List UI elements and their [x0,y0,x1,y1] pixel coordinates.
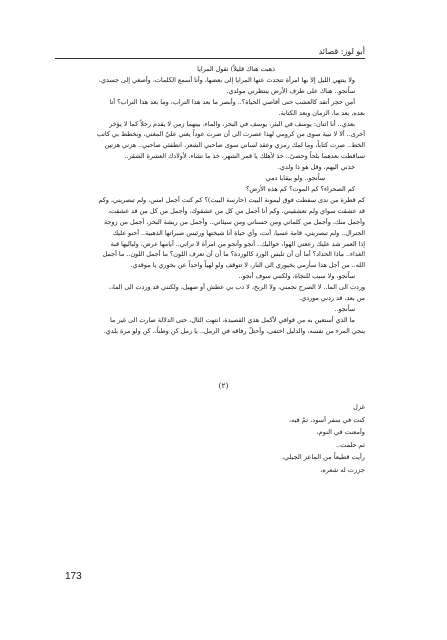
prose-line: الجنرال.. ولم تبصريني، قامة غسيا، أنت، وأي حياة أنا شيختها ورئيس صبراتها الذهبية.. أحنو عليك [112,228,365,237]
poem-title: غزل [353,403,365,411]
prose-line: ذهبت هناك قليلاً) تقول المرايا [197,65,275,73]
prose-line: ساًنجو.. هناك على طرف الأرض ينتظرني مولدي. [226,86,355,95]
prose-line: ساًنجو.. ولو بيقايا دمي [265,174,325,183]
poem-line: رأيت قطيعاً من الماعز الجبلي، [281,453,365,462]
poem-line: وأمعنت في النوم، [316,428,365,437]
poem-section [65,401,365,477]
prose-line: خذني اليهم، وقل هو ذا ولدي. [277,163,355,172]
prose-line: بعدي.. أنا اثنان: يوسف في البئر، يوسف في البحر، والماء، بينهما زمن لا يقدم رجلاً كما لا يؤخر [109,119,355,128]
poem-line: ثم حلمت.. [335,440,365,449]
prose-section [60,64,365,337]
prose-line: أمن حجر أتقد كالعشب حتى أقاصي الحياة؟.. وأبصر ما بعد هذا التراب، وما بعد هذا التراب؟ أنا [109,97,355,106]
prose-line: ساًنجو، ولا سبب للنجاة، ولكنني سوف أنجو.. [238,272,355,281]
poem-line: جززت له شعره، [320,465,365,474]
prose-line: الخط.. صرت كتاباً، وما لمك رمزي وعقد لساني سوى صاحبي الشعر، انطفئي صاحبي.. هزني هزتين [104,141,365,150]
page-number: 173 [65,571,82,582]
poem-line: كنت في سفر أسود، ثمّ فيه، [288,415,365,424]
prose-line: ولا ينتهي الليل إلا بها امرأة تتحدث عنها المرايا إلى بعضها، وأنا أسمع الكلمات، وأصغي إلى جسدي. [98,75,355,84]
prose-line: وأجمل منك، وأجمل من كلماتي ومن حسناتي ومن سيئاتي.. وأجمل من ريشة البحر، أجمل من زوجة [104,217,365,226]
prose-line: الله.. من أجل هذا سأرمي بخيوري الى النار، لا تتوقف ولو لهياً واحداً عن بخوري يا موقدي. [130,261,365,270]
prose-line: وردت الى الما.. لا الصرح نجمني، ولا الربح، لا دب بي عطش أو صهيل، ولكنني قد وردت الى الما،، [108,283,365,292]
prose-line: من بعد، قد ردني موردي. [299,294,365,303]
prose-line: قد عشقت سواي ولم تعشقيني، وكم أنا أجمل من كل من عشقوك، وأجمل من كل من قد عشقت، [107,206,365,215]
prose-line: سأنجو.. [334,304,355,313]
prose-line: إذا العمر شد عليك رعغتي الهوا، حواليك.. أنجو وأنجو من امرأة لا تراني.. أيامها عرض، ولياليها قبة [110,239,365,248]
prose-line: بعده، بعد ما، الزمان وبعد الكتابة. [278,108,365,117]
prose-line: الغداء.. ماذا الحداد؟ أما أن أن تلبس الورد كالوردة؟ ما أن أن تعرف اللون؟ ما أجمل اللون.. ما أجمل [102,250,365,259]
running-header [55,47,365,59]
prose-line: تساقطت بعدهما بلحاً وحصىً.. خذ لأهلك يا قمر الشهر، خذ ما تشاء، لأولادك العشرة الشقر.. [124,152,365,161]
prose-line: كم قطرة من ندى سقطت فوق ليمونة البيت (حارسة البيت)؟ كم كنت أجمل امس، ولم تبصريني، وكم [98,195,365,204]
prose-line: أخرى.. ألا لا نبية سوى من كرومي لهذا عصرت الى أن صرت عوداً يغني عليّ المغني، وبخطط بي كاتب [96,130,365,139]
running-title: أبو لوز: قصائد [318,47,365,56]
prose-line: كم الصحراء؟ كم الموت؟ كم هذه الأرض؟ [246,184,355,193]
prose-line: ما الذي أستعين به من قوافي لأكمل هذي القصيدة، انتهت الثال، حتى الدلالة صارت الى غير ما [109,315,355,324]
prose-line: ينجي المرء من نفسه، والدليل اختفى، وأحتلّ رفاقه في الرمل.. يا رمل كن وطناً.. كن ولو مرة بلدي. [103,326,365,335]
section-number: (٢) [218,381,229,390]
